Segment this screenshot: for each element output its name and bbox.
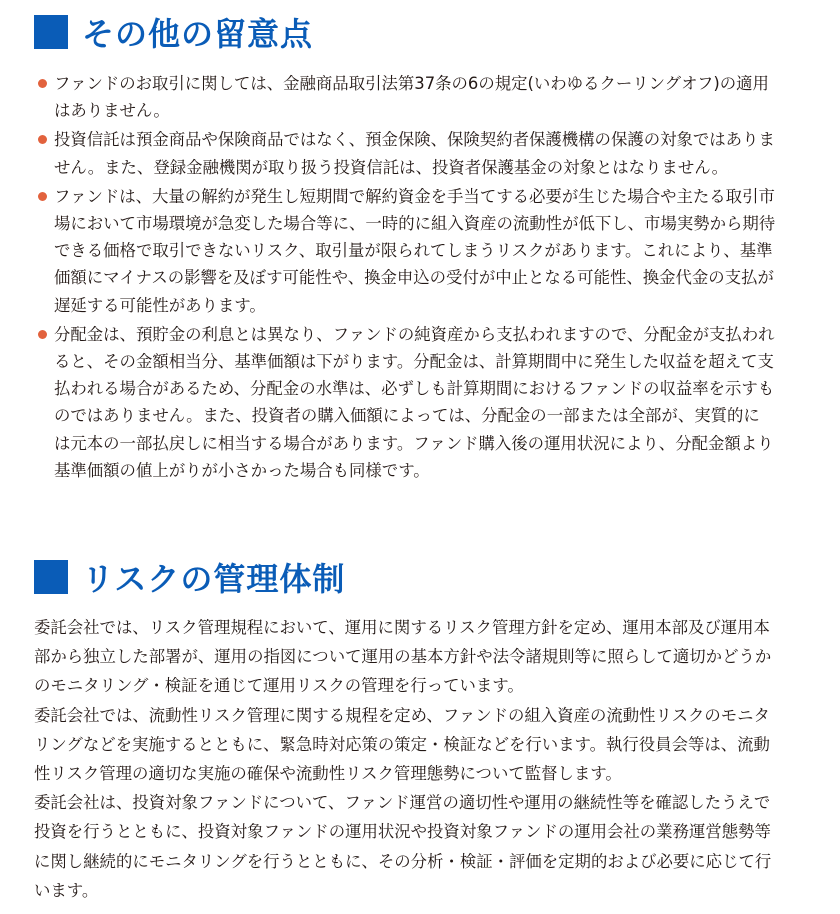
section-title-notes: その他の留意点 xyxy=(82,15,314,53)
bullet-text: ファンドのお取引に関しては、金融商品取引法第37条の6の規定(いわゆるクーリングオフ)の適用はありません。 xyxy=(54,74,769,121)
section-title-risk: リスクの管理体制 xyxy=(82,560,346,598)
bullet-dot-icon xyxy=(38,330,47,339)
bullet-dot-icon xyxy=(38,79,47,88)
bullet-item xyxy=(34,183,776,319)
bullet-item xyxy=(34,321,776,484)
bullet-text: ファンドは、大量の解約が発生し短期間で解約資金を手当てする必要が生じた場合や主たる取引市場において市場環境が急変した場合等に、一時的に組入資産の流動性が低下し、市場実勢から期待できる価格で取引できないリスク、取引量が限られてしまうリスクがあります。これにより、基準価額にマイナスの影響を及ぼす可能性や、換金申込の受付が中止となる可能性、換金代金の支払が遅延する可能性があります。 xyxy=(54,186,776,315)
section-heading-notes xyxy=(34,10,313,54)
bullet-text: 投資信託は預金商品や保険商品ではなく、預金保険、保険契約者保護機構の保護の対象ではありません。また、登録金融機関が取り扱う投資信託は、投資者保護基金の対象とはなりません。 xyxy=(54,130,775,177)
risk-body xyxy=(34,613,778,905)
bullet-dot-icon xyxy=(38,192,47,201)
bullet-item xyxy=(34,70,776,124)
bullet-text: 分配金は、預貯金の利息とは異なり、ファンドの純資産から支払われますので、分配金が支払われると、その金額相当分、基準価額は下がります。分配金は、計算期間中に発生した収益を超えて支払われる場合があるため、分配金の水準は、必ずしも計算期間におけるファンドの収益率を示すものではありません。また、投資者の購入価額によっては、分配金の一部または全部が、実質的には元本の一部払戻しに相当する場合があります。ファンド購入後の運用状況により、分配金額より基準価額の値上がりが小さかった場合も同様です。 xyxy=(54,324,775,480)
bullet-item xyxy=(34,126,776,180)
heading-square-icon xyxy=(34,560,68,594)
risk-paragraph: 委託会社は、投資対象ファンドについて、ファンド運営の適切性や運用の継続性等を確認したうえで投資を行うとともに、投資対象ファンドの運用状況や投資対象ファンドの運用会社の業務運営態勢等に関し継続的にモニタリングを行うとともに、その分析・検証・評価を定期的および必要に応じて行います。 xyxy=(34,793,772,900)
section-heading-risk xyxy=(34,555,345,599)
risk-paragraph: 委託会社では、リスク管理規程において、運用に関するリスク管理方針を定め、運用本部及び運用本部から独立した部署が、運用の指図について運用の基本方針や法令諸規則等に照らして適切かどうかのモニタリング・検証を通じて運用リスクの管理を行っています。 xyxy=(34,618,772,696)
notes-bullet-list xyxy=(34,70,776,486)
risk-paragraph: 委託会社では、流動性リスク管理に関する規程を定め、ファンドの組入資産の流動性リスクのモニタリングなどを実施するとともに、緊急時対応策の策定・検証などを行います。執行役員会等は、流動性リスク管理の適切な実施の確保や流動性リスク管理態勢について監督します。 xyxy=(34,705,770,784)
heading-square-icon xyxy=(34,15,68,49)
bullet-dot-icon xyxy=(38,135,47,144)
